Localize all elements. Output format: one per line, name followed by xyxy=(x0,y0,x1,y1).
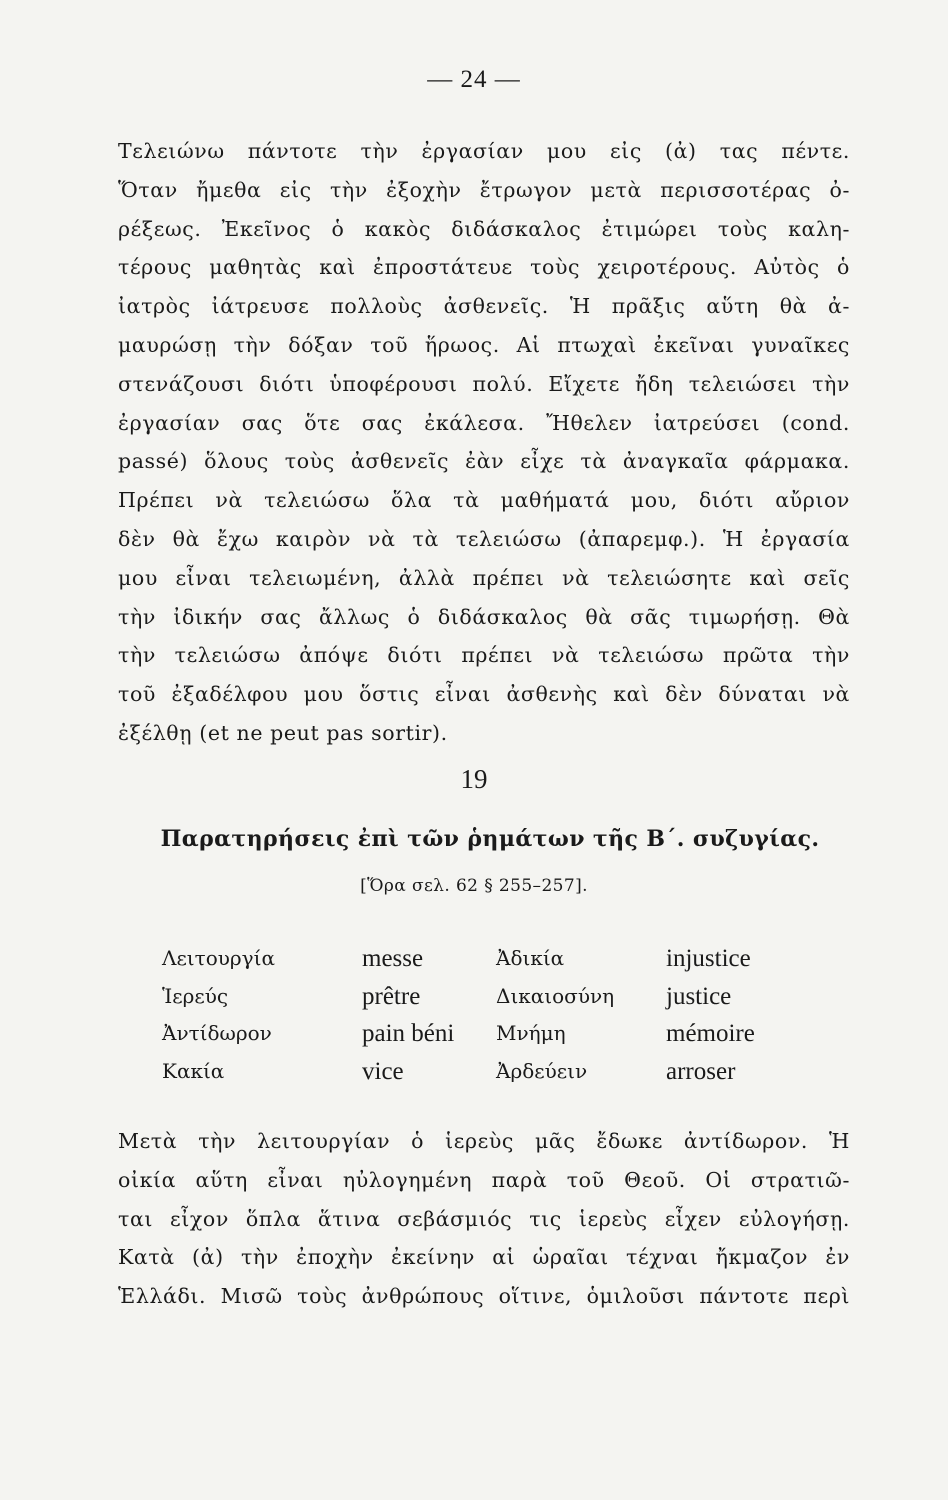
french-word: pain béni xyxy=(362,1020,455,1047)
french-word: injustice xyxy=(666,945,751,972)
section-title: Παρατηρήσεις ἐπὶ τῶν ῥημάτων τῆς Β΄. συζυγίας. xyxy=(160,826,820,852)
exercise-paragraph-2 xyxy=(118,1122,850,1316)
exercise-paragraph-1 xyxy=(118,132,850,753)
french-word: justice xyxy=(666,982,732,1010)
text-line: Πρέπει νὰ τελειώσω ὅλα τὰ μαθήματά μου, διότι αὔριον xyxy=(118,488,850,513)
vocabulary-table xyxy=(162,940,842,1090)
text-line: οἰκία αὕτη εἶναι ηὐλογημένη παρὰ τοῦ Θεοῦ. Οἱ στρατιῶ- xyxy=(118,1167,850,1192)
vocabulary-row xyxy=(162,1015,842,1053)
french-word: prêtre xyxy=(362,982,421,1010)
vocabulary-row xyxy=(162,978,842,1016)
text-line: Κατὰ (ἀ) τὴν ἐποχὴν ἐκείνην αἱ ὡραῖαι τέχναι ἤκμαζον ἐν xyxy=(118,1245,850,1270)
text-line: Ὅταν ἤμεθα εἰς τὴν ἐξοχὴν ἔτρωγον μετὰ περισσοτέρας ὀ- xyxy=(118,177,850,202)
text-line: Ἑλλάδι. Μισῶ τοὺς ἀνθρώπους οἵτινε, ὁμιλοῦσι πάντοτε περὶ xyxy=(118,1284,850,1309)
text-line: ἐξέλθῃ (et ne peut pas sortir). xyxy=(118,720,448,745)
greek-word: Δικαιοσύνη xyxy=(496,983,615,1008)
french-word: messe xyxy=(362,945,424,972)
text-line: τοῦ ἐξαδέλφου μου ὅστις εἶναι ἀσθενὴς καὶ δὲν δύναται νὰ xyxy=(118,682,850,707)
text-line: ἐργασίαν σας ὅτε σας ἐκάλεσα. Ἤθελεν ἰατρεύσει (cond. xyxy=(118,410,850,435)
text-line: ρέξεως. Ἐκεῖνος ὁ κακὸς διδάσκαλος ἐτιμώρει τοὺς καλη- xyxy=(118,216,850,241)
text-line: ται εἶχον ὅπλα ἅτινα σεβάσμιός τις ἱερεὺς εἶχεν εὐλογήσῃ. xyxy=(118,1206,850,1231)
text-line: ἰατρὸς ἰάτρευσε πολλοὺς ἀσθενεῖς. Ἡ πρᾶξις αὕτη θὰ ἀ- xyxy=(118,294,850,319)
french-word: mémoire xyxy=(666,1020,755,1047)
french-word: arroser xyxy=(666,1057,736,1085)
greek-word: Ἀρδεύειν xyxy=(496,1058,588,1083)
text-line: Μετὰ τὴν λειτουργίαν ὁ ἱερεὺς μᾶς ἔδωκε ἀντίδωρον. Ἡ xyxy=(118,1129,850,1153)
text-line: τὴν ἰδικήν σας ἄλλως ὁ διδάσκαλος θὰ σᾶς τιμωρήσῃ. Θὰ xyxy=(118,604,850,629)
greek-word: Ἱερεύς xyxy=(162,983,229,1008)
text-line: στενάζουσι διότι ὑποφέρουσι πολύ. Εἴχετε ἤδη τελειώσει τὴν xyxy=(118,371,850,396)
french-word: vice xyxy=(362,1057,404,1085)
text-line: μαυρώσῃ τὴν δόξαν τοῦ ἥρωος. Αἱ πτωχαὶ ἐκεῖναι γυναῖκες xyxy=(118,332,850,357)
greek-word: Κακία xyxy=(162,1058,225,1083)
vocabulary-row xyxy=(162,1053,842,1091)
greek-word: Μνήμη xyxy=(496,1021,566,1045)
greek-word: Ἀντίδωρον xyxy=(162,1021,272,1045)
section-number: 19 xyxy=(460,764,488,794)
text-line: μου εἶναι τελειωμένη, ἀλλὰ πρέπει νὰ τελειώσητε καὶ σεῖς xyxy=(118,565,850,590)
text-line: passé) ὅλους τοὺς ἀσθενεῖς ἐὰν εἶχε τὰ ἀναγκαῖα φάρμακα. xyxy=(118,449,850,474)
section-reference: [Ὅρα σελ. 62 § 255–257]. xyxy=(360,876,588,896)
text-line: τὴν τελειώσω ἀπόψε διότι πρέπει νὰ τελειώσω πρῶτα τὴν xyxy=(118,643,850,668)
greek-word: Λειτουργία xyxy=(162,946,275,970)
greek-word: Ἀδικία xyxy=(496,946,565,970)
vocabulary-row xyxy=(162,940,842,978)
page-number: — 24 — xyxy=(427,66,521,93)
text-line: δὲν θὰ ἔχω καιρὸν νὰ τὰ τελειώσω (ἀπαρεμφ.). Ἡ ἐργασία xyxy=(118,526,850,551)
text-line: τέρους μαθητὰς καὶ ἐπροστάτευε τοὺς χειροτέρους. Αὐτὸς ὁ xyxy=(118,255,850,280)
text-line: Τελειώνω πάντοτε τὴν ἐργασίαν μου εἰς (ἀ) τας πέντε. xyxy=(118,139,850,163)
